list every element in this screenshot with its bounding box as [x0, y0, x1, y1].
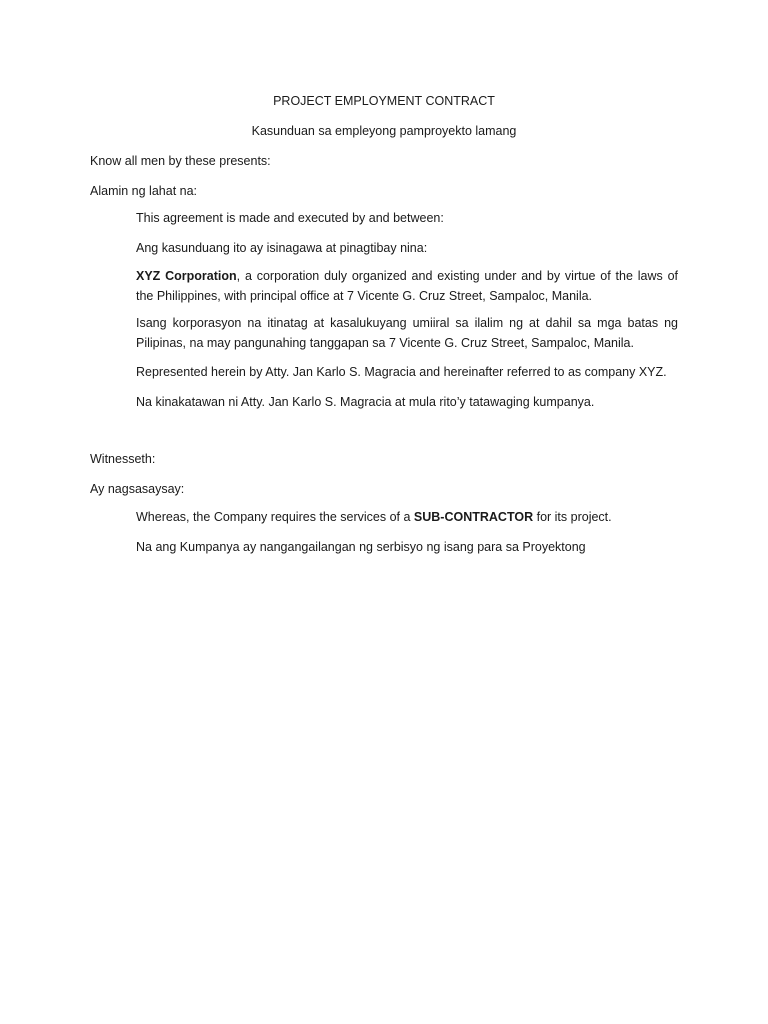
whereas-before: Whereas, the Company requires the services of a: [136, 510, 414, 524]
represented-en: Represented herein by Atty. Jan Karlo S. Magracia and hereinafter referred to as company XYZ.: [136, 365, 667, 379]
witnesseth-line: Witnesseth:: [90, 452, 156, 466]
agreement-tl: Ang kasunduang ito ay isinagawa at pinagtibay nina:: [136, 241, 428, 255]
document-subtitle: Kasunduan sa empleyong pamproyekto lamang: [251, 124, 517, 138]
represented-tl: Na kinakatawan ni Atty. Jan Karlo S. Magracia at mula rito’y tatawaging kumpanya.: [136, 395, 595, 409]
whereas-en: [136, 507, 612, 527]
whereas-tl: Na ang Kumpanya ay nangangailangan ng serbisyo ng isang para sa Proyektong: [136, 540, 586, 554]
agreement-en: This agreement is made and executed by and between:: [136, 211, 444, 225]
sub-contractor-term: SUB-CONTRACTOR: [413, 510, 534, 524]
party-paragraph-tl: Isang korporasyon na itinatag at kasalukuyang umiiral sa ilalim ng at dahil sa mga batas ng Pilipinas, na may pangunahing tanggapan sa 7 Vicente G. Cruz Street, Sampaloc, Manila.: [136, 316, 678, 350]
nagsasaysay-line: Ay nagsasaysay:: [90, 482, 185, 496]
party-name: XYZ Corporation: [136, 269, 237, 283]
know-all-line: Know all men by these presents:: [90, 154, 271, 168]
party-paragraph-en: [136, 266, 678, 306]
party-description-en: , a corporation duly organized and existing under and by virtue of the laws of the Philippines, with principal office at 7 Vicente G. Cruz Street, Sampaloc, Manila.: [136, 269, 678, 303]
alamin-line: Alamin ng lahat na:: [90, 184, 198, 198]
whereas-after: for its project.: [533, 510, 612, 524]
document-title: PROJECT EMPLOYMENT CONTRACT: [273, 94, 495, 108]
